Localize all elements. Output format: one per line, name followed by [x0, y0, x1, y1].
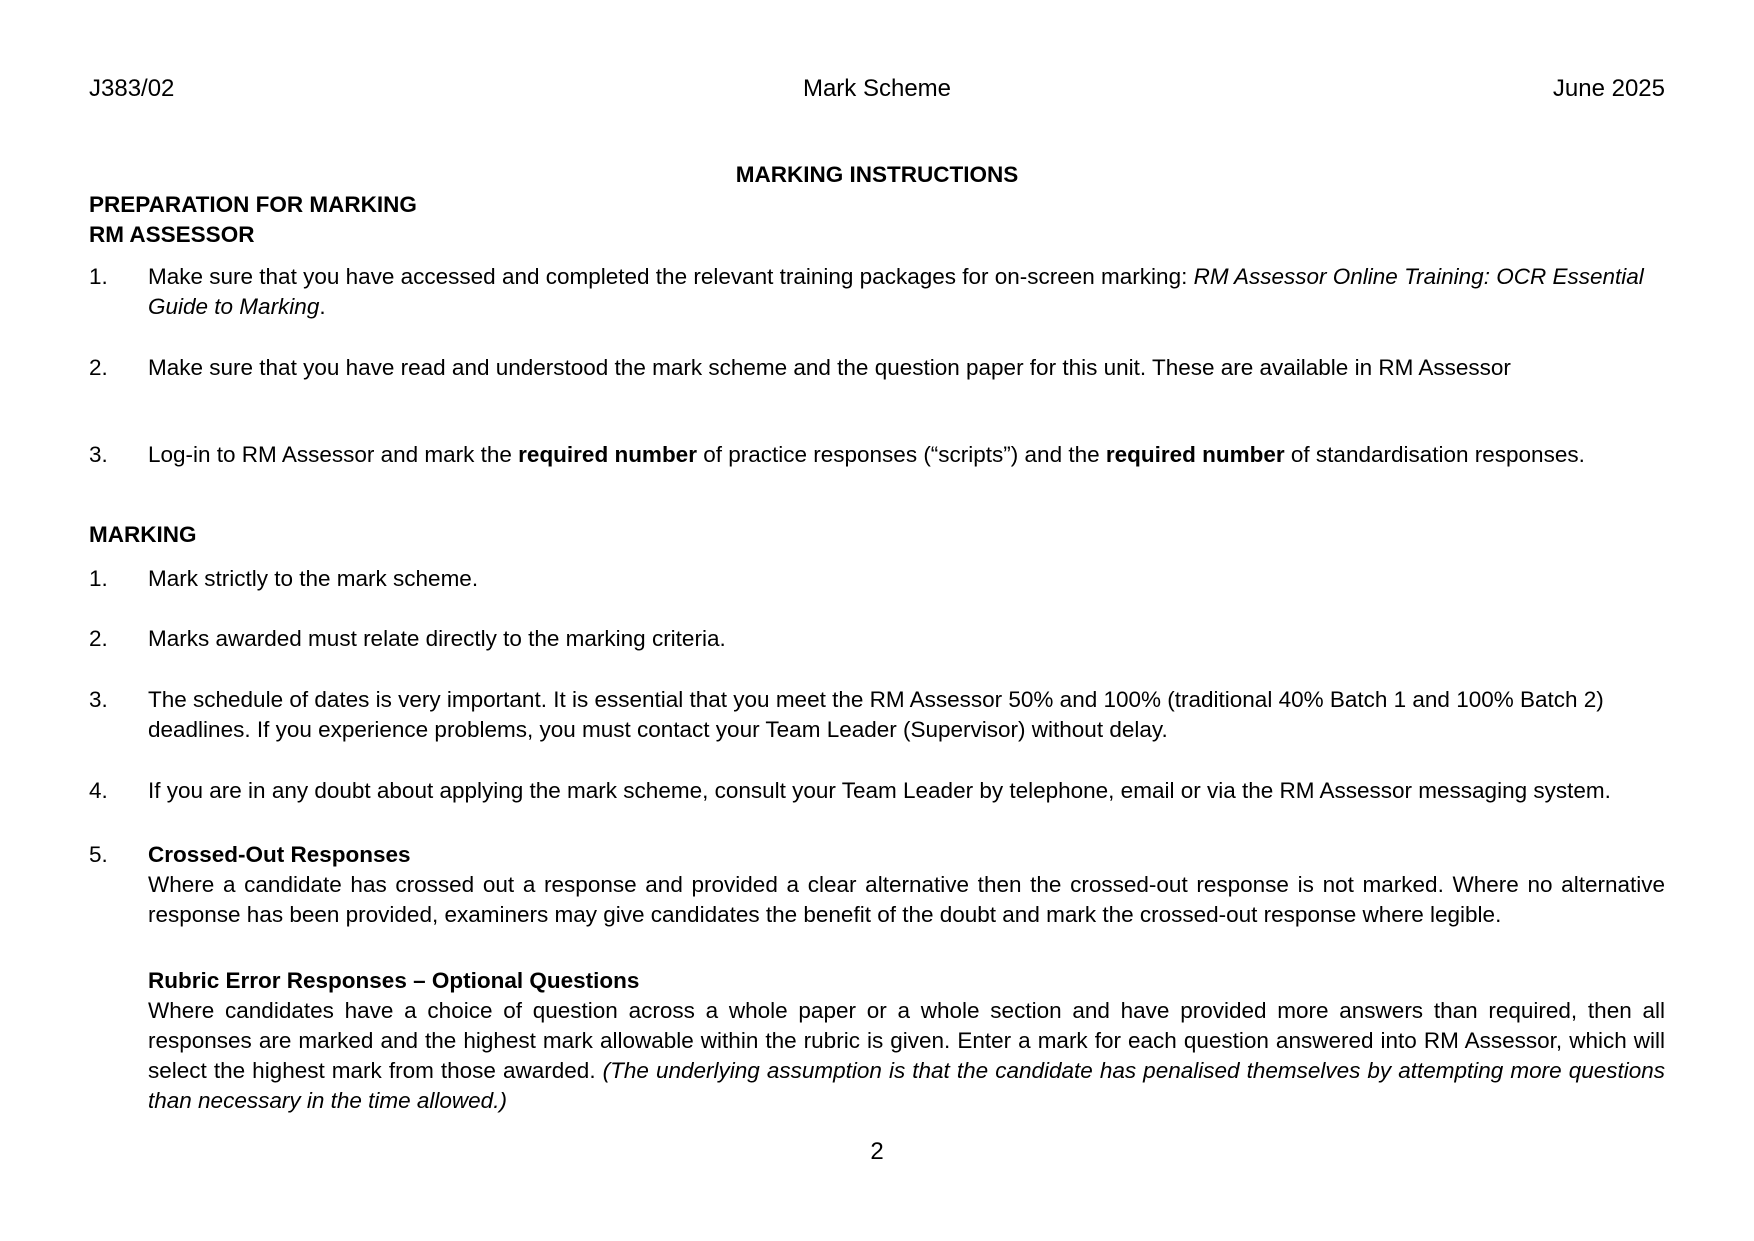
item-text-part: .: [319, 294, 326, 319]
page-header: [89, 74, 1665, 104]
item-text: The schedule of dates is very important. It is essential that you meet the RM Assessor 50% and 100% (traditional 40% Batch 1 and 100% Batch 2) deadlines. If you experience problems, you must contact your Team Leader (Supervisor) without delay.: [148, 687, 1604, 742]
emphasis: required number: [1105, 442, 1285, 467]
list-item: [89, 776, 1665, 806]
page-title: MARKING INSTRUCTIONS: [735, 162, 1019, 187]
rm-assessor-heading: RM ASSESSOR: [89, 222, 255, 247]
item-text-part: Make sure that you have accessed and completed the relevant training packages for on-screen marking:: [148, 264, 1194, 289]
item-number: 1.: [89, 264, 108, 289]
document-type: Mark Scheme: [802, 75, 952, 102]
item-text-part: of standardisation responses.: [1284, 442, 1585, 467]
list-item: [89, 685, 1665, 745]
document-page: [89, 0, 1665, 1241]
item-text: Make sure that you have read and understood the mark scheme and the question paper for this unit. These are available in RM Assessor: [148, 355, 1511, 380]
list-item: [89, 840, 1665, 1116]
list-item: [89, 440, 1665, 470]
item-text: [148, 262, 1665, 322]
item-text: If you are in any doubt about applying the mark scheme, consult your Team Leader by telephone, email or via the RM Assessor messaging system.: [148, 778, 1611, 803]
page-number: 2: [870, 1138, 884, 1165]
exam-session: June 2025: [1552, 75, 1665, 102]
crossed-out-text: Where a candidate has crossed out a response and provided a clear alternative then the crossed-out response is not marked. Where no alternative response has been provided, examiners may give candidates the benefit of the doubt and mark the crossed-out response where legible.: [148, 872, 1665, 927]
item-number: 2.: [89, 626, 108, 651]
emphasis: required number: [518, 442, 697, 467]
list-item: [89, 624, 1665, 654]
item-text-part: Log-in to RM Assessor and mark the: [148, 442, 519, 467]
training-reference: RM Assessor Online Training: OCR Essential Guide to Marking: [148, 264, 1644, 319]
item-number: 1.: [89, 566, 108, 591]
rubric-error-text-part: Where candidates have a choice of question across a whole paper or a whole section and have provided more answers than required, then all responses are marked and the highest mark allowable within the rubric is given. Enter a mark for each question answered into RM Assessor, which will select the highest mark from those awarded.: [148, 998, 1665, 1083]
rubric-error-note: (The underlying assumption is that the candidate has penalised themselves by attempting more questions than necessary in the time allowed.): [148, 1058, 1666, 1113]
item-text: [148, 840, 1665, 1116]
item-number: 2.: [89, 355, 108, 380]
preparation-heading: PREPARATION FOR MARKING: [89, 192, 417, 217]
crossed-out-heading: Crossed-Out Responses: [148, 842, 411, 867]
item-text: Mark strictly to the mark scheme.: [148, 566, 479, 591]
list-item: [89, 353, 1665, 383]
item-number: 4.: [89, 778, 108, 803]
item-text: Marks awarded must relate directly to the marking criteria.: [148, 626, 726, 651]
list-item: [89, 564, 1665, 594]
paper-code: J383/02: [89, 75, 175, 102]
rubric-error-heading: Rubric Error Responses – Optional Questions: [148, 968, 640, 993]
rubric-error-text: [148, 996, 1665, 1116]
item-text: [148, 440, 1665, 470]
item-number: 3.: [89, 687, 108, 712]
marking-heading: MARKING: [89, 522, 197, 547]
list-item: [89, 262, 1665, 322]
item-text-part: of practice responses (“scripts”) and the: [696, 442, 1106, 467]
item-number: 3.: [89, 442, 108, 467]
item-number: 5.: [89, 842, 108, 867]
